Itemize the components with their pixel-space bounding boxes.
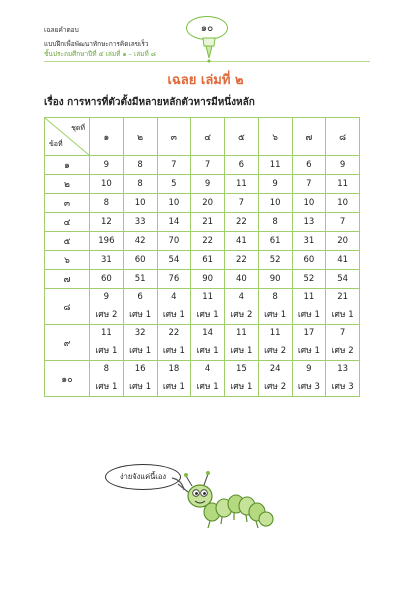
answer-cell: 70 xyxy=(157,232,191,251)
pencil-decoration-icon xyxy=(196,36,222,66)
remainder-value: เศษ 1 xyxy=(129,346,152,357)
column-header: ๒ xyxy=(123,118,157,156)
remainder-value: เศษ 1 xyxy=(162,382,185,393)
answer-cell: 76 xyxy=(157,270,191,289)
answer-cell: 54 xyxy=(157,251,191,270)
quotient-value: 22 xyxy=(168,327,180,338)
page-title: เฉลย เล่มที่ ๒ xyxy=(167,73,244,88)
answer-cell: 90 xyxy=(258,270,292,289)
answer-cell: 8 xyxy=(123,175,157,194)
answer-cell: 52 xyxy=(292,270,326,289)
answer-cell xyxy=(157,325,191,361)
corner-label-set: ชุดที่ xyxy=(71,124,85,132)
answer-cell-content xyxy=(124,325,157,360)
answer-cell: 9 xyxy=(258,175,292,194)
remainder-value: เศษ 1 xyxy=(95,382,118,393)
quotient-value: 11 xyxy=(269,327,281,338)
column-header: ๘ xyxy=(326,118,360,156)
answer-cell: 54 xyxy=(326,270,360,289)
answer-cell: 31 xyxy=(292,232,326,251)
remainder-value: เศษ 1 xyxy=(297,346,320,357)
answer-cell-content xyxy=(158,289,191,324)
answer-cell: 21 xyxy=(191,213,225,232)
quotient-value: 17 xyxy=(303,327,315,338)
answer-cell: 8 xyxy=(123,156,157,175)
answer-cell-content xyxy=(326,289,359,324)
remainder-value: เศษ 2 xyxy=(331,346,354,357)
quotient-value: 11 xyxy=(235,327,247,338)
row-header: ๑๐ xyxy=(45,361,90,397)
quotient-value: 8 xyxy=(103,363,110,374)
answer-cell: 41 xyxy=(326,251,360,270)
remainder-value: เศษ 1 xyxy=(297,310,320,321)
answer-cell-content xyxy=(259,289,292,324)
answer-cell: 9 xyxy=(191,175,225,194)
quotient-value: 7 xyxy=(339,327,346,338)
answer-cell xyxy=(326,361,360,397)
answer-cell-content xyxy=(124,361,157,396)
answer-cell-content xyxy=(259,325,292,360)
answer-cell: 52 xyxy=(258,251,292,270)
column-header: ๑ xyxy=(90,118,124,156)
table-row xyxy=(45,270,360,289)
table-row xyxy=(45,251,360,270)
header-series-title: แบบฝึกเพื่อพัฒนาทักษะการคิดเลขเร็ว xyxy=(44,40,149,48)
table-row xyxy=(45,361,360,397)
remainder-value: เศษ 1 xyxy=(196,346,219,357)
answer-cell xyxy=(90,289,124,325)
table-header-row xyxy=(45,118,360,156)
answer-cell: 90 xyxy=(191,270,225,289)
row-header: ๔ xyxy=(45,213,90,232)
answer-cell: 9 xyxy=(326,156,360,175)
remainder-value: เศษ 2 xyxy=(230,310,253,321)
quotient-value: 13 xyxy=(337,363,349,374)
answer-cell: 9 xyxy=(90,156,124,175)
quotient-value: 11 xyxy=(303,291,315,302)
answer-cell: 5 xyxy=(157,175,191,194)
answer-cell xyxy=(191,325,225,361)
answer-cell: 31 xyxy=(90,251,124,270)
answer-cell xyxy=(123,289,157,325)
answer-cell: 10 xyxy=(258,194,292,213)
answer-cell xyxy=(292,325,326,361)
answer-cell xyxy=(90,325,124,361)
answer-cell: 20 xyxy=(191,194,225,213)
answer-cell: 22 xyxy=(225,213,259,232)
answer-cell-content xyxy=(326,361,359,396)
remainder-value: เศษ 3 xyxy=(297,382,320,393)
table-row xyxy=(45,175,360,194)
answer-cell: 61 xyxy=(191,251,225,270)
answer-cell: 10 xyxy=(90,175,124,194)
answer-cell: 10 xyxy=(123,194,157,213)
answer-cell: 7 xyxy=(326,213,360,232)
remainder-value: เศษ 1 xyxy=(196,382,219,393)
answer-cell: 11 xyxy=(258,156,292,175)
answer-cell: 41 xyxy=(225,232,259,251)
quotient-value: 14 xyxy=(202,327,214,338)
quotient-value: 18 xyxy=(168,363,180,374)
answer-cell: 6 xyxy=(292,156,326,175)
remainder-value: เศษ 1 xyxy=(162,346,185,357)
table-row xyxy=(45,156,360,175)
answer-cell: 12 xyxy=(90,213,124,232)
answer-cell xyxy=(258,289,292,325)
row-header: ๗ xyxy=(45,270,90,289)
caterpillar-mascot-icon xyxy=(170,456,275,536)
quotient-value: 11 xyxy=(100,327,112,338)
answer-cell: 8 xyxy=(90,194,124,213)
answer-cell: 10 xyxy=(292,194,326,213)
quotient-value: 16 xyxy=(134,363,146,374)
answer-cell: 60 xyxy=(90,270,124,289)
remainder-value: เศษ 2 xyxy=(264,382,287,393)
answer-cell-content xyxy=(225,361,258,396)
answer-cell-content xyxy=(90,289,123,324)
header-grade-volumes: ชั้นประถมศึกษาปีที่ ๕ เล่มที่ ๑ – เล่มที่ ๘ xyxy=(44,50,156,58)
answer-cell xyxy=(191,289,225,325)
remainder-value: เศษ 2 xyxy=(95,310,118,321)
answer-cell: 42 xyxy=(123,232,157,251)
column-header: ๔ xyxy=(191,118,225,156)
answer-cell-content xyxy=(293,325,326,360)
answer-cell-content xyxy=(158,325,191,360)
quotient-value: 21 xyxy=(337,291,349,302)
answer-cell-content xyxy=(158,361,191,396)
answer-cell: 196 xyxy=(90,232,124,251)
quotient-value: 9 xyxy=(103,291,110,302)
answer-cell: 10 xyxy=(157,194,191,213)
answer-cell xyxy=(191,361,225,397)
answer-cell-content xyxy=(225,289,258,324)
row-header: ๘ xyxy=(45,289,90,325)
quotient-value: 8 xyxy=(272,291,278,302)
quotient-value: 9 xyxy=(306,363,312,374)
answer-cell: 11 xyxy=(225,175,259,194)
answer-cell: 51 xyxy=(123,270,157,289)
row-header: ๕ xyxy=(45,232,90,251)
remainder-value: เศษ 1 xyxy=(264,310,287,321)
answer-cell-content xyxy=(293,361,326,396)
remainder-value: เศษ 2 xyxy=(264,346,287,357)
answer-cell: 40 xyxy=(225,270,259,289)
answer-cell: 6 xyxy=(225,156,259,175)
answer-cell xyxy=(225,325,259,361)
answer-cell: 7 xyxy=(157,156,191,175)
page-number: ๑๐ xyxy=(200,22,214,34)
answer-cell xyxy=(157,361,191,397)
answer-cell: 33 xyxy=(123,213,157,232)
answer-cell xyxy=(326,289,360,325)
answer-cell xyxy=(258,325,292,361)
answer-cell: 7 xyxy=(225,194,259,213)
answer-cell-content xyxy=(90,361,123,396)
answer-cell xyxy=(225,361,259,397)
quotient-value: 4 xyxy=(238,291,245,302)
answer-cell-content xyxy=(326,325,359,360)
table-corner-cell xyxy=(45,118,90,156)
answer-cell xyxy=(292,289,326,325)
remainder-value: เศษ 1 xyxy=(129,310,152,321)
quotient-value: 11 xyxy=(202,291,214,302)
answer-cell: 61 xyxy=(258,232,292,251)
remainder-value: เศษ 3 xyxy=(331,382,354,393)
answer-cell: 10 xyxy=(326,194,360,213)
answer-cell-content xyxy=(259,361,292,396)
answer-cell xyxy=(123,361,157,397)
column-header: ๓ xyxy=(157,118,191,156)
table-row xyxy=(45,194,360,213)
page-subtitle: เรื่อง การหารที่ตัวตั้งมีหลายหลักตัวหารมีหนึ่งหลัก xyxy=(44,97,255,108)
column-header: ๖ xyxy=(258,118,292,156)
answer-cell: 7 xyxy=(191,156,225,175)
quotient-value: 24 xyxy=(269,363,281,374)
remainder-value: เศษ 1 xyxy=(129,382,152,393)
answer-cell xyxy=(225,289,259,325)
table-row xyxy=(45,289,360,325)
answer-cell: 22 xyxy=(225,251,259,270)
quotient-value: 6 xyxy=(137,291,143,302)
row-header: ๑ xyxy=(45,156,90,175)
remainder-value: เศษ 1 xyxy=(95,346,118,357)
answer-cell-content xyxy=(90,325,123,360)
table-row xyxy=(45,213,360,232)
answer-cell: 7 xyxy=(292,175,326,194)
row-header: ๓ xyxy=(45,194,90,213)
column-header: ๕ xyxy=(225,118,259,156)
answer-cell: 14 xyxy=(157,213,191,232)
remainder-value: เศษ 1 xyxy=(196,310,219,321)
remainder-value: เศษ 1 xyxy=(230,346,253,357)
row-header: ๙ xyxy=(45,325,90,361)
corner-label-item: ข้อที่ xyxy=(49,140,63,148)
answer-cell xyxy=(258,361,292,397)
answer-cell-content xyxy=(191,289,224,324)
answer-cell: 60 xyxy=(292,251,326,270)
remainder-value: เศษ 1 xyxy=(230,382,253,393)
row-header: ๖ xyxy=(45,251,90,270)
answer-cell-content xyxy=(191,361,224,396)
answer-cell xyxy=(90,361,124,397)
answer-cell xyxy=(123,325,157,361)
answer-cell xyxy=(292,361,326,397)
speech-bubble-text: ง่ายจังแค่นี้เอง xyxy=(119,472,167,481)
answer-cell: 11 xyxy=(326,175,360,194)
answer-cell: 8 xyxy=(258,213,292,232)
remainder-value: เศษ 1 xyxy=(162,310,185,321)
answer-cell xyxy=(157,289,191,325)
header-answer-key: เฉลยคำตอบ xyxy=(44,26,79,34)
column-header: ๗ xyxy=(292,118,326,156)
table-row xyxy=(45,325,360,361)
quotient-value: 4 xyxy=(171,291,177,302)
quotient-value: 15 xyxy=(235,363,247,374)
row-header: ๒ xyxy=(45,175,90,194)
answer-cell-content xyxy=(225,325,258,360)
answer-cell-content xyxy=(191,325,224,360)
quotient-value: 32 xyxy=(134,327,146,338)
answer-cell-content xyxy=(293,289,326,324)
quotient-value: 4 xyxy=(204,363,211,374)
remainder-value: เศษ 1 xyxy=(331,310,354,321)
table-row xyxy=(45,232,360,251)
answer-table xyxy=(44,117,360,397)
answer-cell: 13 xyxy=(292,213,326,232)
answer-cell: 20 xyxy=(326,232,360,251)
answer-cell: 22 xyxy=(191,232,225,251)
answer-cell: 60 xyxy=(123,251,157,270)
answer-cell-content xyxy=(124,289,157,324)
answer-cell xyxy=(326,325,360,361)
